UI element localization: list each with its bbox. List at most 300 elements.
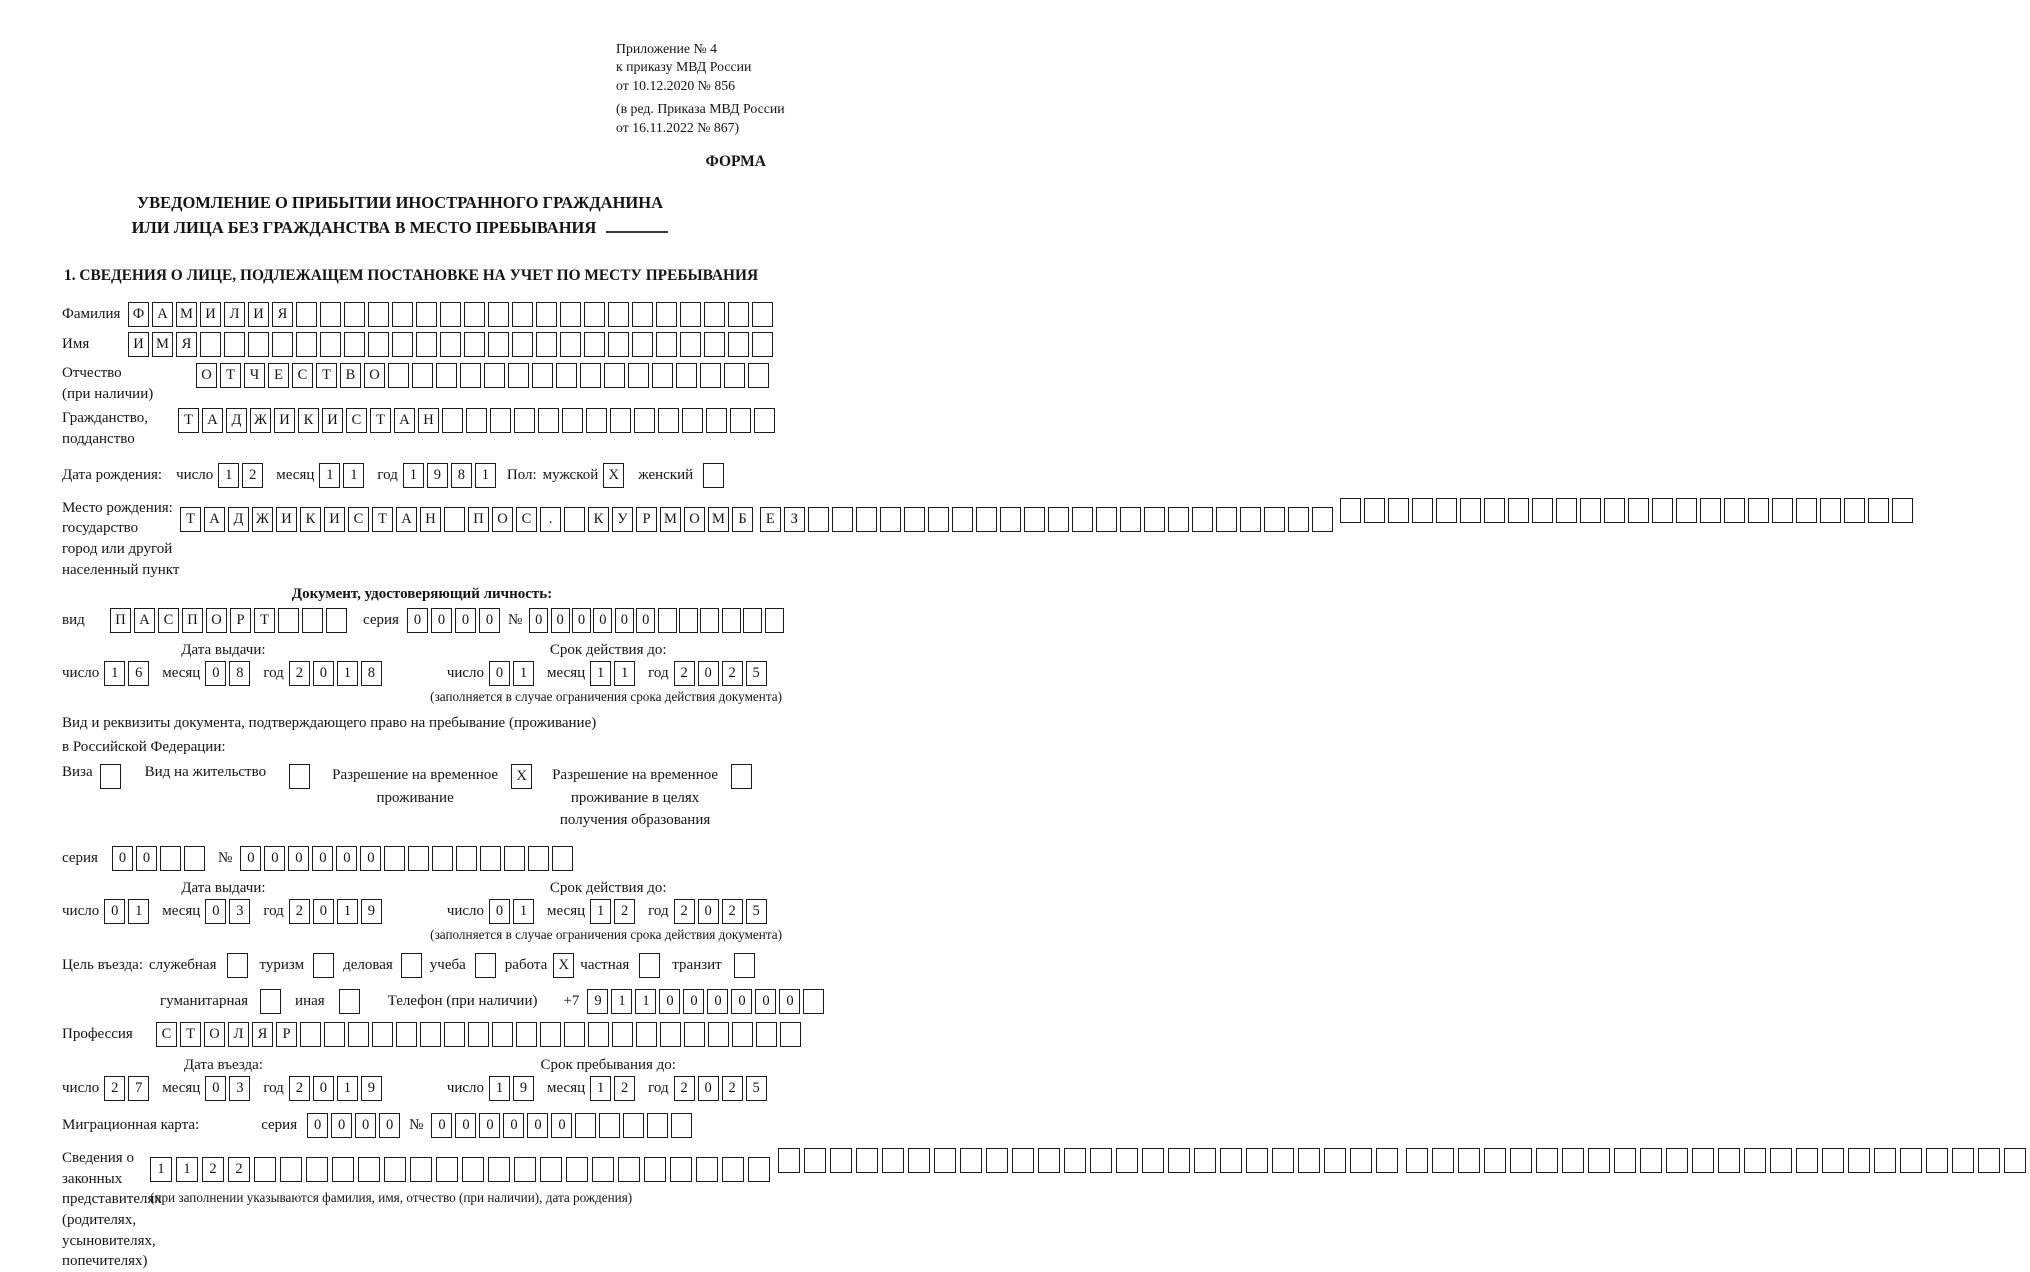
char-box[interactable]: 0 <box>755 989 776 1014</box>
char-box[interactable] <box>1822 1148 1844 1173</box>
char-box[interactable] <box>1192 507 1213 532</box>
char-box[interactable] <box>696 1157 718 1182</box>
char-box[interactable] <box>1312 507 1333 532</box>
char-box[interactable] <box>730 408 751 433</box>
char-box[interactable] <box>658 608 677 633</box>
char-box[interactable] <box>1298 1148 1320 1173</box>
char-box[interactable]: О <box>492 507 513 532</box>
char-box[interactable]: 0 <box>551 1113 572 1138</box>
char-box[interactable]: 1 <box>611 989 632 1014</box>
char-box[interactable] <box>480 846 501 871</box>
char-box[interactable]: 2 <box>228 1157 250 1182</box>
char-box[interactable]: 0 <box>503 1113 524 1138</box>
char-box[interactable] <box>100 764 121 789</box>
entry-month-boxes[interactable] <box>205 1076 253 1101</box>
char-box[interactable]: О <box>684 507 705 532</box>
char-box[interactable] <box>488 1157 510 1182</box>
char-box[interactable] <box>1868 498 1889 523</box>
char-box[interactable] <box>703 463 724 488</box>
char-box[interactable]: Т <box>178 408 199 433</box>
char-box[interactable] <box>1580 498 1601 523</box>
doc-series-boxes[interactable] <box>407 608 503 633</box>
char-box[interactable] <box>1350 1148 1372 1173</box>
char-box[interactable] <box>1796 498 1817 523</box>
char-box[interactable]: 0 <box>112 846 133 871</box>
char-box[interactable]: Д <box>228 507 249 532</box>
birthplace-boxes-row1[interactable] <box>180 507 756 532</box>
char-box[interactable]: П <box>110 608 131 633</box>
char-box[interactable]: М <box>152 332 173 357</box>
char-box[interactable] <box>880 507 901 532</box>
char-box[interactable]: 8 <box>229 661 250 686</box>
char-box[interactable] <box>528 846 549 871</box>
char-box[interactable] <box>1412 498 1433 523</box>
char-box[interactable]: 2 <box>722 899 743 924</box>
char-box[interactable] <box>462 1157 484 1182</box>
char-box[interactable] <box>388 363 409 388</box>
char-box[interactable]: 0 <box>307 1113 328 1138</box>
char-box[interactable]: 9 <box>361 1076 382 1101</box>
stay-doc-valid-month-boxes[interactable] <box>590 899 638 924</box>
char-box[interactable]: И <box>322 408 343 433</box>
char-box[interactable]: 2 <box>674 661 695 686</box>
char-box[interactable]: 0 <box>360 846 381 871</box>
char-box[interactable]: 1 <box>128 899 149 924</box>
char-box[interactable] <box>684 1022 705 1047</box>
char-box[interactable] <box>830 1148 852 1173</box>
char-box[interactable] <box>564 507 585 532</box>
char-box[interactable] <box>384 1157 406 1182</box>
char-box[interactable] <box>1116 1148 1138 1173</box>
char-box[interactable]: Я <box>272 302 293 327</box>
char-box[interactable] <box>440 302 461 327</box>
char-box[interactable]: 0 <box>615 608 634 633</box>
char-box[interactable] <box>1952 1148 1974 1173</box>
char-box[interactable]: Т <box>180 507 201 532</box>
char-box[interactable] <box>1772 498 1793 523</box>
char-box[interactable]: С <box>516 507 537 532</box>
char-box[interactable]: 0 <box>479 1113 500 1138</box>
purpose-ucheba-checkbox[interactable] <box>475 953 496 978</box>
char-box[interactable] <box>227 953 248 978</box>
char-box[interactable] <box>456 846 477 871</box>
char-box[interactable]: С <box>158 608 179 633</box>
birth-day-boxes[interactable] <box>218 463 266 488</box>
char-box[interactable] <box>504 846 525 871</box>
char-box[interactable]: 1 <box>590 661 611 686</box>
char-box[interactable] <box>358 1157 380 1182</box>
char-box[interactable]: 1 <box>337 661 358 686</box>
char-box[interactable] <box>976 507 997 532</box>
purpose-tranzit-checkbox[interactable] <box>734 953 755 978</box>
char-box[interactable]: И <box>274 408 295 433</box>
char-box[interactable] <box>1484 498 1505 523</box>
char-box[interactable] <box>488 302 509 327</box>
char-box[interactable] <box>1272 1148 1294 1173</box>
char-box[interactable] <box>679 608 698 633</box>
char-box[interactable] <box>416 332 437 357</box>
char-box[interactable] <box>1536 1148 1558 1173</box>
char-box[interactable] <box>1240 507 1261 532</box>
char-box[interactable] <box>560 302 581 327</box>
char-box[interactable] <box>722 1157 744 1182</box>
char-box[interactable]: О <box>364 363 385 388</box>
purpose-rabota-checkbox[interactable] <box>553 953 574 978</box>
char-box[interactable] <box>320 332 341 357</box>
char-box[interactable] <box>1012 1148 1034 1173</box>
edu-permit-checkbox[interactable] <box>731 764 752 789</box>
char-box[interactable]: Н <box>418 408 439 433</box>
temp-permit-checkbox[interactable] <box>511 764 532 789</box>
representatives-boxes-row1[interactable] <box>150 1157 774 1182</box>
doc-number-boxes[interactable] <box>529 608 786 633</box>
char-box[interactable] <box>856 507 877 532</box>
char-box[interactable] <box>1364 498 1385 523</box>
char-box[interactable] <box>442 408 463 433</box>
char-box[interactable] <box>634 408 655 433</box>
char-box[interactable] <box>604 363 625 388</box>
patronymic-boxes[interactable] <box>196 363 772 388</box>
char-box[interactable] <box>560 332 581 357</box>
char-box[interactable] <box>332 1157 354 1182</box>
entry-day-boxes[interactable] <box>104 1076 152 1101</box>
char-box[interactable] <box>278 608 299 633</box>
char-box[interactable]: Б <box>732 507 753 532</box>
char-box[interactable] <box>612 1022 633 1047</box>
char-box[interactable]: М <box>708 507 729 532</box>
char-box[interactable]: 1 <box>590 1076 611 1101</box>
char-box[interactable]: К <box>300 507 321 532</box>
char-box[interactable] <box>1484 1148 1506 1173</box>
char-box[interactable] <box>514 1157 536 1182</box>
char-box[interactable] <box>1324 1148 1346 1173</box>
char-box[interactable] <box>756 1022 777 1047</box>
char-box[interactable] <box>344 332 365 357</box>
char-box[interactable]: 0 <box>355 1113 376 1138</box>
char-box[interactable] <box>538 408 559 433</box>
char-box[interactable] <box>444 1022 465 1047</box>
char-box[interactable] <box>882 1148 904 1173</box>
char-box[interactable] <box>1900 1148 1922 1173</box>
char-box[interactable] <box>680 302 701 327</box>
char-box[interactable]: 1 <box>489 1076 510 1101</box>
char-box[interactable] <box>700 608 719 633</box>
char-box[interactable]: 0 <box>313 899 334 924</box>
char-box[interactable]: 0 <box>593 608 612 633</box>
char-box[interactable]: 1 <box>218 463 239 488</box>
char-box[interactable] <box>254 1157 276 1182</box>
char-box[interactable]: 2 <box>674 899 695 924</box>
doc-type-boxes[interactable] <box>110 608 350 633</box>
char-box[interactable] <box>344 302 365 327</box>
char-box[interactable]: 0 <box>407 608 428 633</box>
char-box[interactable] <box>1096 507 1117 532</box>
char-box[interactable]: 0 <box>431 1113 452 1138</box>
char-box[interactable] <box>808 507 829 532</box>
char-box[interactable] <box>780 1022 801 1047</box>
char-box[interactable]: 0 <box>455 1113 476 1138</box>
char-box[interactable] <box>632 332 653 357</box>
char-box[interactable] <box>700 363 721 388</box>
char-box[interactable] <box>652 363 673 388</box>
char-box[interactable]: П <box>468 507 489 532</box>
char-box[interactable]: 0 <box>479 608 500 633</box>
char-box[interactable] <box>704 332 725 357</box>
purpose-turizm-checkbox[interactable] <box>313 953 334 978</box>
char-box[interactable] <box>608 302 629 327</box>
char-box[interactable] <box>682 408 703 433</box>
char-box[interactable]: 2 <box>674 1076 695 1101</box>
char-box[interactable] <box>401 953 422 978</box>
char-box[interactable]: О <box>204 1022 225 1047</box>
char-box[interactable] <box>1676 498 1697 523</box>
char-box[interactable]: 5 <box>746 661 767 686</box>
char-box[interactable] <box>408 846 429 871</box>
char-box[interactable]: 0 <box>104 899 125 924</box>
char-box[interactable] <box>904 507 925 532</box>
char-box[interactable] <box>484 363 505 388</box>
char-box[interactable]: 0 <box>205 1076 226 1101</box>
char-box[interactable] <box>466 408 487 433</box>
char-box[interactable] <box>1892 498 1913 523</box>
char-box[interactable]: 6 <box>128 661 149 686</box>
char-box[interactable]: 0 <box>313 661 334 686</box>
char-box[interactable] <box>1216 507 1237 532</box>
char-box[interactable] <box>804 1148 826 1173</box>
doc-issue-year-boxes[interactable] <box>289 661 385 686</box>
char-box[interactable] <box>1376 1148 1398 1173</box>
char-box[interactable]: 1 <box>176 1157 198 1182</box>
char-box[interactable]: М <box>660 507 681 532</box>
char-box[interactable] <box>1718 1148 1740 1173</box>
char-box[interactable]: 0 <box>312 846 333 871</box>
char-box[interactable]: 0 <box>313 1076 334 1101</box>
char-box[interactable]: 8 <box>361 661 382 686</box>
char-box[interactable] <box>656 302 677 327</box>
char-box[interactable] <box>676 363 697 388</box>
char-box[interactable]: 0 <box>455 608 476 633</box>
char-box[interactable] <box>392 332 413 357</box>
birthplace-boxes-row2[interactable] <box>760 507 1336 532</box>
char-box[interactable] <box>1120 507 1141 532</box>
char-box[interactable]: 5 <box>746 899 767 924</box>
purpose-delovaya-checkbox[interactable] <box>401 953 422 978</box>
char-box[interactable]: О <box>196 363 217 388</box>
stay-doc-valid-day-boxes[interactable] <box>489 899 537 924</box>
char-box[interactable]: 3 <box>229 1076 250 1101</box>
char-box[interactable] <box>368 332 389 357</box>
char-box[interactable]: X <box>603 463 624 488</box>
char-box[interactable] <box>412 363 433 388</box>
doc-issue-month-boxes[interactable] <box>205 661 253 686</box>
given-name-boxes[interactable] <box>128 332 776 357</box>
char-box[interactable]: З <box>784 507 805 532</box>
char-box[interactable] <box>1264 507 1285 532</box>
char-box[interactable] <box>647 1113 668 1138</box>
char-box[interactable] <box>384 846 405 871</box>
char-box[interactable] <box>644 1157 666 1182</box>
char-box[interactable]: 0 <box>331 1113 352 1138</box>
char-box[interactable] <box>564 1022 585 1047</box>
char-box[interactable] <box>562 408 583 433</box>
char-box[interactable]: 2 <box>614 1076 635 1101</box>
char-box[interactable] <box>440 332 461 357</box>
char-box[interactable] <box>372 1022 393 1047</box>
char-box[interactable]: 0 <box>264 846 285 871</box>
char-box[interactable]: 0 <box>698 1076 719 1101</box>
char-box[interactable] <box>1000 507 1021 532</box>
char-box[interactable] <box>1724 498 1745 523</box>
char-box[interactable] <box>1246 1148 1268 1173</box>
char-box[interactable]: 2 <box>242 463 263 488</box>
char-box[interactable] <box>300 1022 321 1047</box>
char-box[interactable]: М <box>176 302 197 327</box>
sex-female-checkbox[interactable] <box>703 463 724 488</box>
char-box[interactable] <box>536 332 557 357</box>
char-box[interactable] <box>1744 1148 1766 1173</box>
char-box[interactable] <box>339 989 360 1014</box>
char-box[interactable] <box>722 608 741 633</box>
char-box[interactable]: . <box>540 507 561 532</box>
char-box[interactable]: 1 <box>590 899 611 924</box>
char-box[interactable]: Ж <box>252 507 273 532</box>
char-box[interactable] <box>1194 1148 1216 1173</box>
char-box[interactable]: Ч <box>244 363 265 388</box>
char-box[interactable]: 0 <box>636 608 655 633</box>
char-box[interactable]: 0 <box>659 989 680 1014</box>
char-box[interactable]: Ф <box>128 302 149 327</box>
char-box[interactable]: А <box>152 302 173 327</box>
char-box[interactable]: 0 <box>707 989 728 1014</box>
char-box[interactable]: 0 <box>205 899 226 924</box>
char-box[interactable] <box>392 302 413 327</box>
char-box[interactable]: 0 <box>529 608 548 633</box>
char-box[interactable]: С <box>156 1022 177 1047</box>
char-box[interactable]: 0 <box>572 608 591 633</box>
stay-doc-issue-day-boxes[interactable] <box>104 899 152 924</box>
char-box[interactable] <box>1038 1148 1060 1173</box>
char-box[interactable] <box>420 1022 441 1047</box>
char-box[interactable]: Я <box>176 332 197 357</box>
char-box[interactable]: 0 <box>205 661 226 686</box>
char-box[interactable] <box>632 302 653 327</box>
char-box[interactable] <box>1142 1148 1164 1173</box>
char-box[interactable]: 0 <box>489 661 510 686</box>
char-box[interactable] <box>1072 507 1093 532</box>
char-box[interactable] <box>660 1022 681 1047</box>
char-box[interactable] <box>908 1148 930 1173</box>
char-box[interactable] <box>1820 498 1841 523</box>
char-box[interactable] <box>584 302 605 327</box>
stay-doc-valid-year-boxes[interactable] <box>674 899 770 924</box>
char-box[interactable] <box>1556 498 1577 523</box>
char-box[interactable] <box>532 363 553 388</box>
char-box[interactable] <box>803 989 824 1014</box>
char-box[interactable] <box>460 363 481 388</box>
char-box[interactable] <box>1406 1148 1428 1173</box>
char-box[interactable] <box>752 302 773 327</box>
char-box[interactable]: В <box>340 363 361 388</box>
migration-number-boxes[interactable] <box>431 1113 695 1138</box>
char-box[interactable] <box>728 332 749 357</box>
char-box[interactable] <box>1874 1148 1896 1173</box>
representatives-boxes-row3[interactable] <box>1406 1148 2030 1173</box>
char-box[interactable] <box>928 507 949 532</box>
char-box[interactable] <box>2004 1148 2026 1173</box>
char-box[interactable] <box>200 332 221 357</box>
char-box[interactable] <box>324 1022 345 1047</box>
char-box[interactable]: X <box>553 953 574 978</box>
birth-year-boxes[interactable] <box>403 463 499 488</box>
char-box[interactable] <box>1848 1148 1870 1173</box>
visa-checkbox[interactable] <box>100 764 121 789</box>
char-box[interactable]: Я <box>252 1022 273 1047</box>
char-box[interactable]: 3 <box>229 899 250 924</box>
char-box[interactable] <box>704 302 725 327</box>
char-box[interactable] <box>608 332 629 357</box>
char-box[interactable]: Е <box>760 507 781 532</box>
char-box[interactable]: Т <box>370 408 391 433</box>
char-box[interactable]: 0 <box>698 899 719 924</box>
char-box[interactable] <box>708 1022 729 1047</box>
char-box[interactable]: И <box>248 302 269 327</box>
char-box[interactable]: Л <box>224 302 245 327</box>
char-box[interactable] <box>706 408 727 433</box>
char-box[interactable] <box>584 332 605 357</box>
char-box[interactable]: 0 <box>240 846 261 871</box>
char-box[interactable]: 1 <box>150 1157 172 1182</box>
char-box[interactable]: Т <box>254 608 275 633</box>
char-box[interactable] <box>306 1157 328 1182</box>
char-box[interactable] <box>628 363 649 388</box>
char-box[interactable] <box>272 332 293 357</box>
char-box[interactable]: 1 <box>343 463 364 488</box>
char-box[interactable] <box>436 363 457 388</box>
char-box[interactable] <box>599 1113 620 1138</box>
char-box[interactable]: И <box>128 332 149 357</box>
char-box[interactable] <box>512 302 533 327</box>
char-box[interactable] <box>1770 1148 1792 1173</box>
char-box[interactable] <box>540 1157 562 1182</box>
stay-until-year-boxes[interactable] <box>674 1076 770 1101</box>
char-box[interactable] <box>1432 1148 1454 1173</box>
char-box[interactable] <box>1978 1148 2000 1173</box>
char-box[interactable]: И <box>324 507 345 532</box>
char-box[interactable] <box>464 332 485 357</box>
char-box[interactable]: А <box>204 507 225 532</box>
char-box[interactable]: 1 <box>513 899 534 924</box>
char-box[interactable] <box>1652 498 1673 523</box>
char-box[interactable]: 2 <box>289 661 310 686</box>
char-box[interactable] <box>1508 498 1529 523</box>
char-box[interactable]: 0 <box>288 846 309 871</box>
char-box[interactable] <box>160 846 181 871</box>
char-box[interactable] <box>724 363 745 388</box>
char-box[interactable]: 5 <box>746 1076 767 1101</box>
char-box[interactable] <box>490 408 511 433</box>
char-box[interactable] <box>396 1022 417 1047</box>
char-box[interactable]: 2 <box>202 1157 224 1182</box>
char-box[interactable] <box>1510 1148 1532 1173</box>
char-box[interactable]: 1 <box>337 1076 358 1101</box>
char-box[interactable]: 1 <box>403 463 424 488</box>
surname-boxes[interactable] <box>128 302 776 327</box>
citizenship-boxes[interactable] <box>178 408 778 433</box>
char-box[interactable] <box>320 302 341 327</box>
char-box[interactable] <box>658 408 679 433</box>
char-box[interactable] <box>1168 507 1189 532</box>
char-box[interactable]: А <box>396 507 417 532</box>
